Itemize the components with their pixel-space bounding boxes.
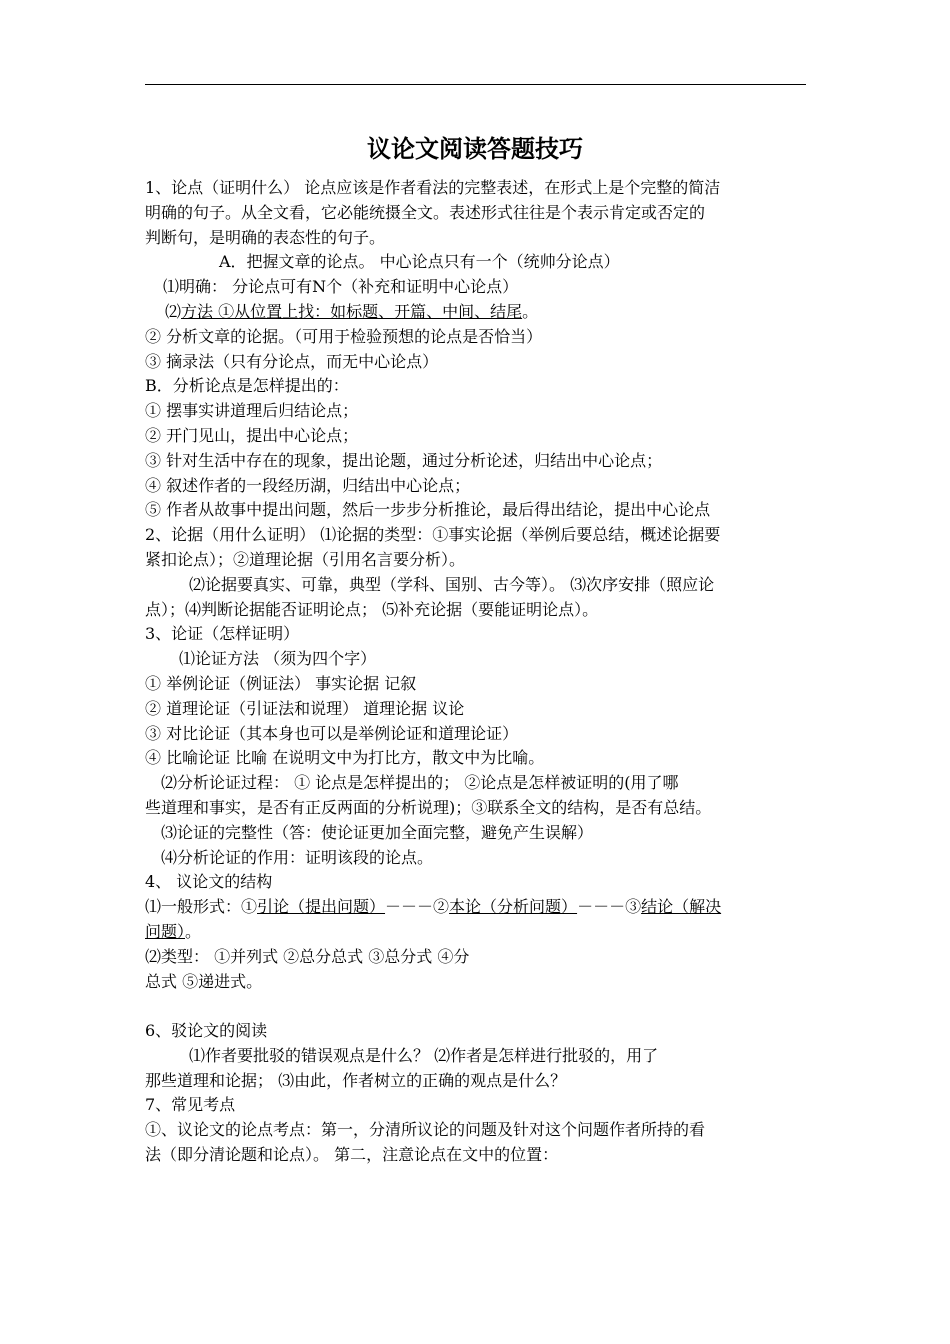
text-line: ⑴明确： 分论点可有N个（补充和证明中心论点）	[163, 277, 519, 297]
text-line: A．把握文章的论点。 中心论点只有一个（统帅分论点）	[219, 252, 620, 272]
structure-text: －－－③	[577, 897, 642, 917]
text-line: 明确的句子。从全文看，它必能统摄全文。表述形式往往是个表示肯定或否定的	[145, 202, 706, 222]
text-line: ⑵分析论证过程： ① 论点是怎样提出的； ②论点是怎样被证明的(用了哪	[161, 773, 679, 793]
text-line: ② 开门见山，提出中心论点；	[145, 425, 359, 445]
header-rule	[145, 84, 806, 85]
text-line: ①、议论文的论点考点：第一，分清所议论的问题及针对这个问题作者所持的看	[145, 1120, 706, 1140]
page-title: 议论文阅读答题技巧	[367, 135, 583, 163]
text-line: 法（即分清论题和论点）。 第二，注意论点在文中的位置：	[145, 1145, 559, 1165]
structure-conclusion: 结论（解决	[641, 897, 722, 917]
structure-line	[145, 895, 806, 920]
text-line: ③ 对比论证（其本身也可以是举例论证和道理论证）	[145, 723, 519, 743]
text-line: ⑵类型： ①并列式 ②总分总式 ③总分式 ④分	[145, 946, 470, 966]
structure-body: 本论（分析问题）	[449, 897, 578, 917]
text-line: ③ 针对生活中存在的现象，提出论题，通过分析论述，归结出中心论点；	[145, 450, 663, 470]
structure-text: 。	[185, 921, 202, 941]
text-line: ⑴作者要批驳的错误观点是什么？ ⑵作者是怎样进行批驳的，用了	[189, 1045, 659, 1065]
text-line: 总式 ⑤递进式。	[145, 971, 263, 991]
text-line: 6、驳论文的阅读	[145, 1021, 268, 1041]
text-line: ⑵论据要真实、可靠，典型（学科、国别、古今等）。 ⑶次序安排（照应论	[189, 574, 715, 594]
document-body	[145, 176, 806, 1168]
structure-intro: 引论（提出问题）	[257, 897, 386, 917]
structure-text: －－－②	[385, 897, 450, 917]
text-line: ① 举例论证（例证法） 事实论据 记叙	[145, 673, 417, 693]
text-line: ④ 比喻论证 比喻 在说明文中为打比方，散文中为比喻。	[145, 748, 545, 768]
blank-line	[145, 994, 806, 1019]
text-line: ④ 叙述作者的一段经历湖，归结出中心论点；	[145, 475, 471, 495]
text-line: 点）；⑷判断论据能否证明论点； ⑸补充论据（要能证明论点）。	[145, 599, 599, 619]
method-suffix: 。	[522, 301, 539, 321]
text-line: 紧扣论点）；②道理论据（引用名言要分析）。	[145, 549, 466, 569]
text-line: ⑤ 作者从故事中提出问题，然后一步步分析推论，最后得出结论，提出中心论点	[145, 500, 711, 520]
method-line	[145, 300, 806, 325]
text-line: ② 道理论证（引证法和说理） 道理论据 议论	[145, 698, 465, 718]
structure-text: ⑴一般形式：①	[145, 897, 258, 917]
text-line: 判断句，是明确的表态性的句子。	[145, 227, 386, 247]
text-line: ③ 摘录法（只有分论点，而无中心论点）	[145, 351, 439, 371]
text-line: ⑷分析论证的作用：证明该段的论点。	[161, 847, 434, 867]
text-line: ⑴论证方法 （须为四个字）	[179, 649, 377, 669]
method-underlined: 方法 ①从位置上找：如标题、开篇、中间、结尾	[181, 301, 523, 321]
text-line: 那些道理和论据； ⑶由此，作者树立的正确的观点是什么？	[145, 1070, 567, 1090]
text-line: ① 摆事实讲道理后归结论点；	[145, 401, 359, 421]
structure-line-cont	[145, 920, 806, 945]
structure-conclusion-cont: 问题）	[145, 921, 186, 941]
text-line: 些道理和事实，是否有正反两面的分析说理)；③联系全文的结构，是否有总结。	[145, 797, 712, 817]
text-line: ② 分析文章的论据。（可用于检验预想的论点是否恰当）	[145, 326, 543, 346]
method-prefix: ⑵	[165, 301, 182, 321]
text-line: 4、 议论文的结构	[145, 872, 273, 892]
text-line: 3、论证（怎样证明）	[145, 624, 300, 644]
text-line: 7、常见考点	[145, 1095, 236, 1115]
text-line: B．分析论点是怎样提出的：	[145, 376, 349, 396]
text-line: ⑶论证的完整性（答：使论证更加全面完整，避免产生误解）	[161, 822, 594, 842]
text-line: 1、论点（证明什么） 论点应该是作者看法的完整表述，在形式上是个完整的简洁	[145, 178, 721, 197]
text-line: 2、论据（用什么证明） ⑴论据的类型：①事实论据（举例后要总结，概述论据要	[145, 525, 721, 545]
